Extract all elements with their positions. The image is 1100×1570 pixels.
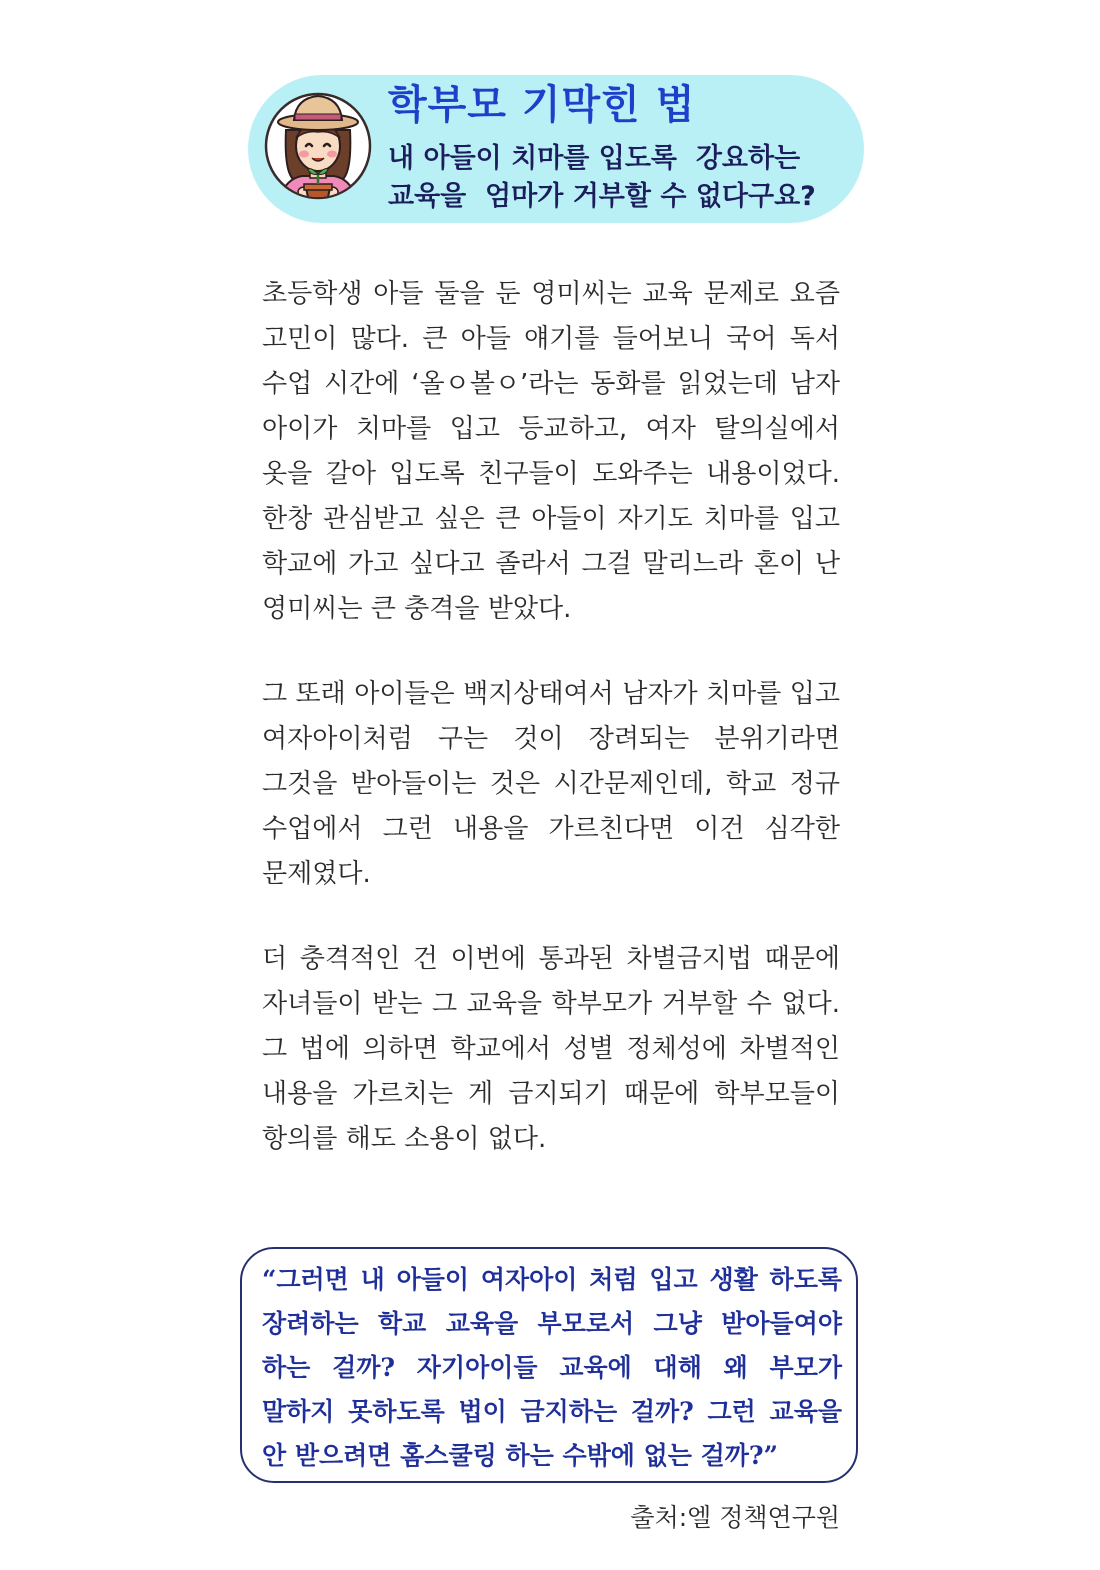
article-paragraph-2: 그 또래 아이들은 백지상태여서 남자가 치마를 입고 여자아이처럼 구는 것이 장려되는 분위기라면 그것을 받아들이는 것은 시간문제인데, 학교 정규 수업에서 그런 내용을 가르친다면 이건 심각한 문제였다. bbox=[262, 679, 840, 889]
quote-text: “그러면 내 아들이 여자아이 처럼 입고 생활 하도록 장려하는 학교 교육을 부모로서 그냥 받아들여야 하는 걸까? 자기아이들 교육에 대해 왜 부모가 말하지 못하도록 법이 금지하는 걸까? 그런 교육을 안 받으려면 홈스쿨링 하는 수밖에 없는 걸까?” bbox=[262, 1265, 842, 1470]
subtitle-line-1: 내 아들이 치마를 입도록 강요하는 bbox=[388, 143, 801, 174]
page-title: 학부모 기막힌 법 bbox=[388, 82, 696, 128]
gardener-woman-with-sprout-icon bbox=[264, 80, 372, 212]
source-credit: 출처:엘 정책연구원 bbox=[630, 1503, 840, 1532]
subtitle-line-2: 교육을 엄마가 거부할 수 없다구요? bbox=[388, 181, 816, 212]
article-paragraph-3: 더 충격적인 건 이번에 통과된 차별금지법 때문에 자녀들이 받는 그 교육을 학부모가 거부할 수 없다. 그 법에 의하면 학교에서 성별 정체성에 차별적인 내용을 가르치는 게 금지되기 때문에 학부모들이 항의를 해도 소용이 없다. bbox=[262, 944, 840, 1154]
article-paragraph-1: 초등학생 아들 둘을 둔 영미씨는 교육 문제로 요즘 고민이 많다. 큰 아들 얘기를 들어보니 국어 독서 수업 시간에 ‘올ㅇ볼ㅇ’라는 동화를 읽었는데 남자 아이가 치마를 입고 등교하고, 여자 탈의실에서 옷을 갈아 입도록 친구들이 도와주는 내용이었다. 한창 관심받고 싶은 큰 아들이 자기도 치마를 입고 학교에 가고 싶다고 졸라서 그걸 말리느라 혼이 난 영미씨는 큰 충격을 받았다. bbox=[262, 279, 840, 624]
page-subtitle bbox=[388, 140, 858, 216]
